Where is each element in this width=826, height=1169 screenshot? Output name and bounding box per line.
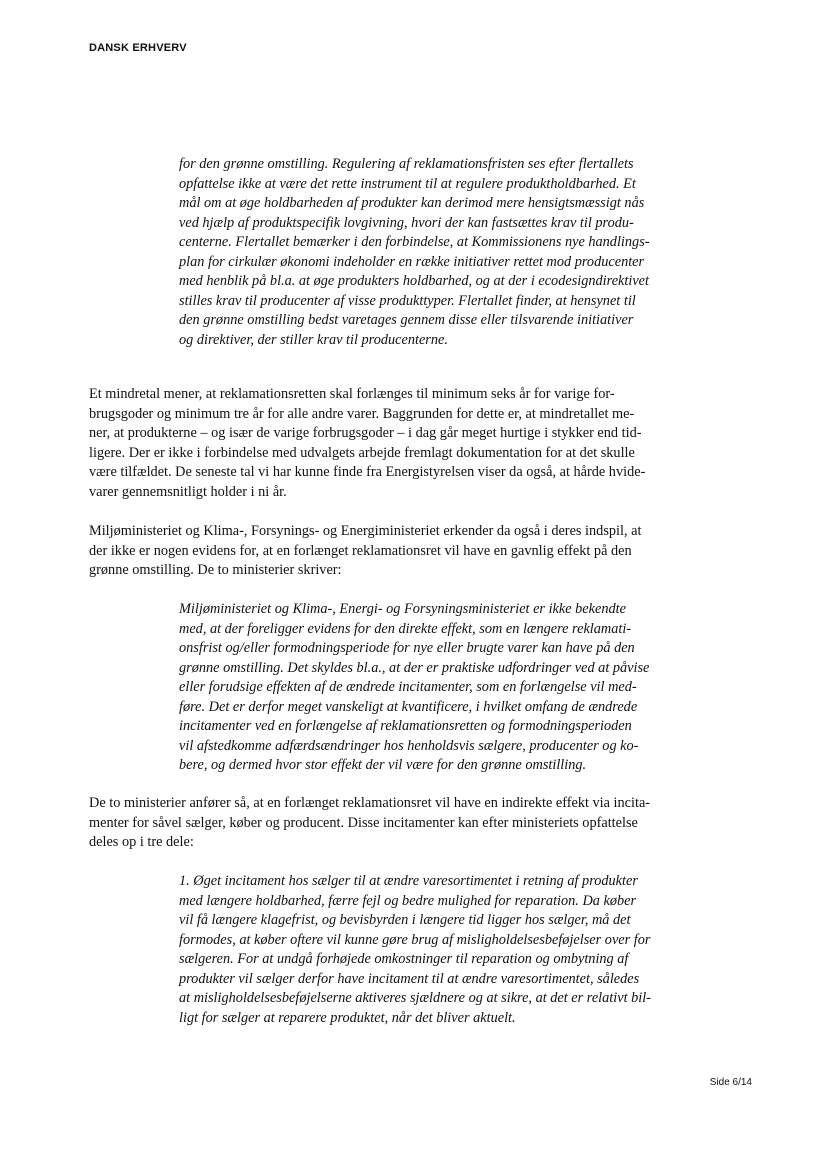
text-line: sælgeren. For at undgå forhøjede omkostninger til reparation og ombytning af xyxy=(179,951,629,967)
text-line: ligere. Der er ikke i forbindelse med udvalgets arbejde fremlagt dokumentation for at det skulle xyxy=(89,444,635,461)
quote-ministries-statement xyxy=(179,600,649,776)
paragraph-ministries-intro xyxy=(89,522,641,581)
text-line: eller forudsige effekten af de ændrede incitamenter, som en forlængelse vil med- xyxy=(179,679,637,695)
text-line: formodes, at køber oftere vil kunne gøre brug af misligholdelsesbeføjelser over for xyxy=(179,931,651,948)
text-line: ligt for sælger at reparere produktet, når det bliver aktuelt. xyxy=(179,1009,516,1026)
text-line: vil få længere klagefrist, og bevisbyrden i længere tid ligger hos sælger, må det xyxy=(179,912,631,928)
text-line: være tilfældet. De seneste tal vi har kunne finde fra Energistyrelsen viser da også, at hårde hvide- xyxy=(89,464,646,480)
text-line: mål om at øge holdbarheden af produkter kan derimod mere hensigtsmæssigt nås xyxy=(179,195,645,211)
text-line: at misligholdelsesbeføjelserne aktiveres sjældnere og at sikre, at det er relativt bil- xyxy=(179,990,651,1006)
text-line: stilles krav til producenter af visse produkttyper. Flertallet finder, at hensynet til xyxy=(179,292,636,309)
text-line: varer gennemsnitligt holder i ni år. xyxy=(89,483,287,500)
text-line: deles op i tre dele: xyxy=(89,834,194,850)
text-line: Et mindretal mener, at reklamationsretten skal forlænges til minimum seks år for varige for- xyxy=(89,386,615,402)
text-line: vil afstedkomme adfærdsændringer hos henholdsvis sælgere, producenter og ko- xyxy=(179,737,639,754)
text-line: ner, at produkterne – og især de varige forbrugsgoder – i dag går meget hurtige i stykker end tid- xyxy=(89,425,642,441)
quote-seller-incentive xyxy=(179,872,651,1028)
text-line: incitamenter ved en forlængelse af reklamationsretten og formodningsperioden xyxy=(179,718,632,734)
text-line: onsfrist og/eller formodningsperiode for nye eller brugte varer kan have på den xyxy=(179,640,635,656)
page-number: Side 6/14 xyxy=(709,1077,752,1088)
text-line: føre. Det er derfor meget vanskeligt at kvantificere, i hvilket omfang de ændrede xyxy=(179,698,638,715)
paragraph-minority-opinion xyxy=(89,385,645,502)
text-line: plan for cirkulær økonomi indeholder en række initiativer rettet mod producenter xyxy=(179,253,645,270)
text-line: og direktiver, der stiller krav til producenterne. xyxy=(179,331,448,348)
text-line: opfattelse ikke at være det rette instrument til at regulere produktholdbarhed. Et xyxy=(179,175,636,192)
organization-header: DANSK ERHVERV xyxy=(89,42,187,54)
text-line: produkter vil sælger derfor have incitament til at ændre varesortimentet, således xyxy=(179,970,640,987)
text-line: med længere holdbarhed, færre fejl og bedre mulighed for reparation. Da køber xyxy=(179,892,637,909)
text-line: bere, og dermed hvor stor effekt der vil være for den grønne omstilling. xyxy=(179,757,587,773)
text-line: Miljøministeriet og Klima-, Forsynings- og Energiministeriet erkender da også i deres indspil, at xyxy=(89,523,642,539)
text-line: grønne omstilling. De to ministerier skriver: xyxy=(89,562,342,578)
text-line: den grønne omstilling bedst varetages gennem disse eller tilsvarende initiativer xyxy=(179,312,634,328)
text-line: De to ministerier anfører så, at en forlænget reklamationsret vil have en indirekte effekt via incita- xyxy=(89,795,651,811)
text-line: for den grønne omstilling. Regulering af reklamationsfristen ses efter flertallets xyxy=(179,156,634,172)
text-line: brugsgoder og minimum tre år for alle andre varer. Baggrunden for dette er, at mindretallet me- xyxy=(89,405,635,422)
text-line: grønne omstilling. Det skyldes bl.a., at der er praktiske udfordringer ved at påvise xyxy=(179,659,650,676)
text-line: centerne. Flertallet bemærker i den forbindelse, at Kommissionens nye handlings- xyxy=(179,234,650,250)
text-line: Miljøministeriet og Klima-, Energi- og Forsyningsministeriet er ikke bekendte xyxy=(179,601,626,617)
text-line: med, at der foreligger evidens for den direkte effekt, som en længere reklamati- xyxy=(179,620,632,637)
text-line: der ikke er nogen evidens for, at en forlænget reklamationsret vil have en gavnlig effekt på den xyxy=(89,542,632,559)
text-line: med henblik på bl.a. at øge produkters holdbarhed, og at der i ecodesigndirektivet xyxy=(179,273,649,289)
quote-majority-opinion xyxy=(179,155,650,350)
text-line: 1. Øget incitament hos sælger til at ændre varesortimentet i retning af produkter xyxy=(179,873,638,889)
text-line: ved hjælp af produktspecifik lovgivning, hvori der kan fastsættes krav til produ- xyxy=(179,214,634,231)
paragraph-indirect-effect xyxy=(89,794,650,853)
text-line: menter for såvel sælger, køber og producent. Disse incitamenter kan efter ministeriets opfattelse xyxy=(89,814,638,831)
